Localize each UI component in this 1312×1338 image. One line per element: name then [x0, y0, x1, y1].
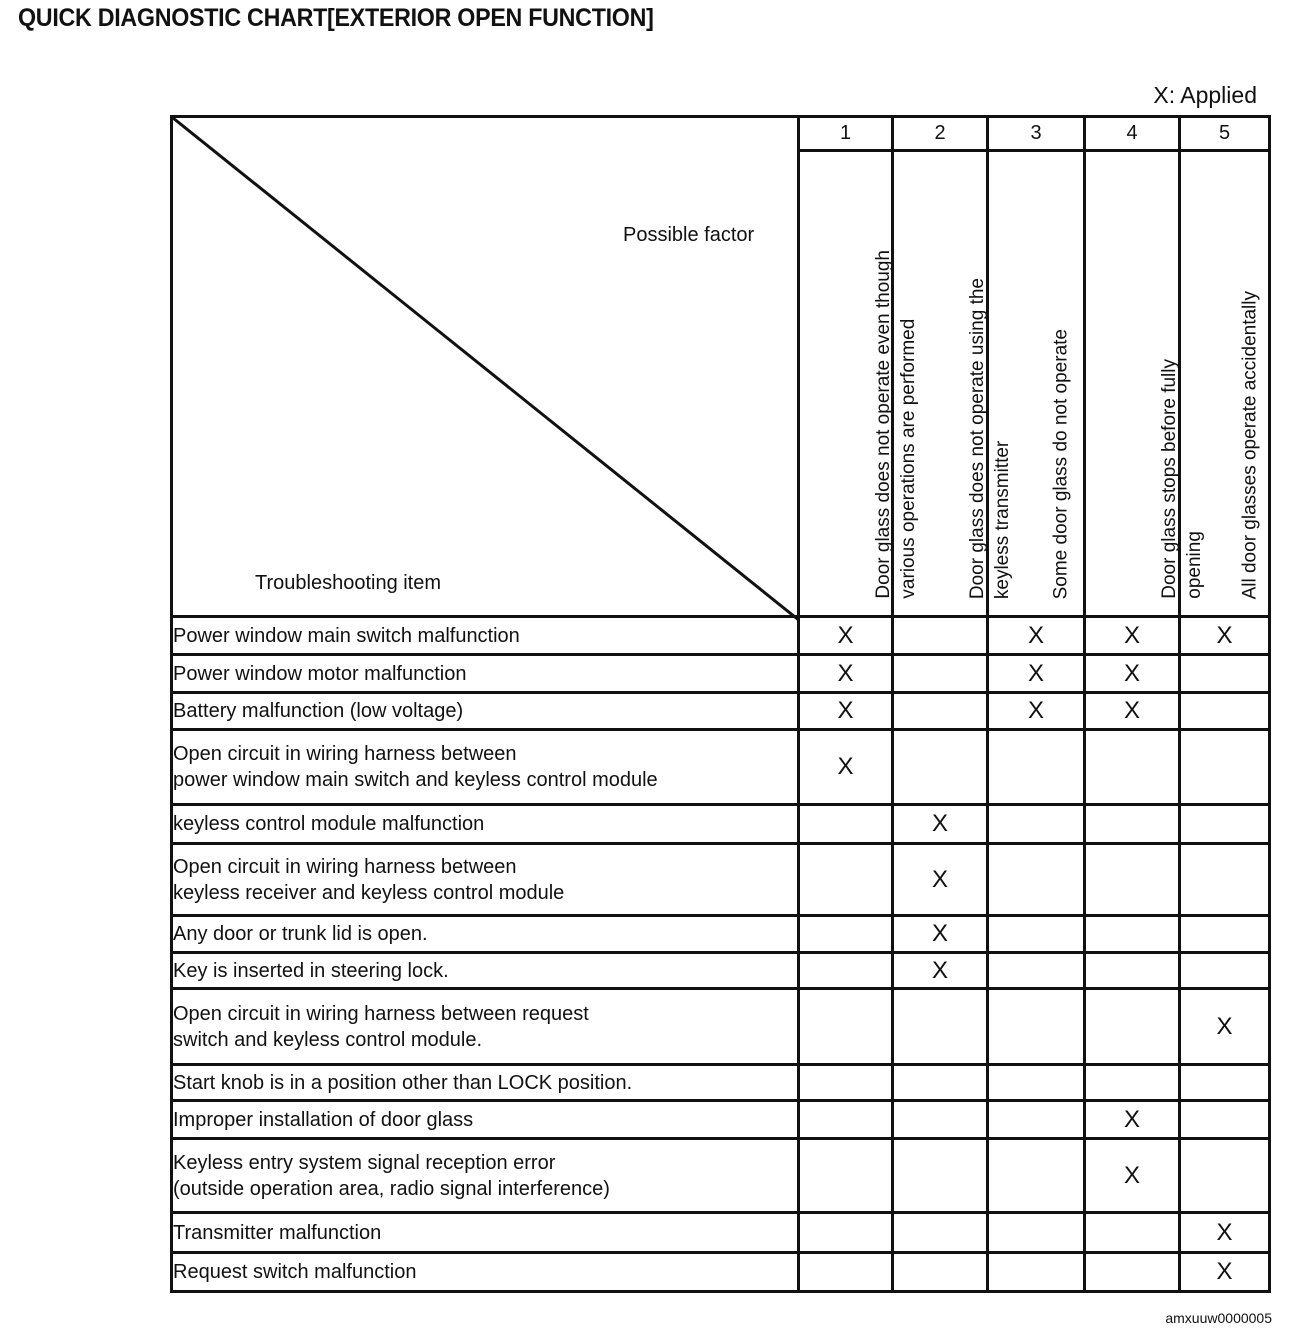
applied-mark-cell: [988, 916, 1085, 953]
table-row: [172, 730, 1270, 805]
column-header-1: [799, 151, 919, 617]
applied-mark-cell: [1085, 1253, 1180, 1292]
troubleshooting-item-label: Troubleshooting item: [255, 572, 442, 594]
applied-mark-cell: X: [1085, 655, 1180, 693]
applied-mark-cell: [893, 730, 988, 805]
column-number-2: 2: [893, 117, 988, 151]
column-number-row: [172, 117, 1270, 151]
troubleshooting-item: Battery malfunction (low voltage): [172, 693, 799, 730]
applied-mark-cell: [988, 1213, 1085, 1253]
column-header-2: [893, 151, 1013, 617]
troubleshooting-item: Improper installation of door glass: [172, 1101, 799, 1139]
applied-mark-cell: X: [1085, 1101, 1180, 1139]
applied-mark-cell: X: [988, 693, 1085, 730]
troubleshooting-item: Start knob is in a position other than LOCK position.: [172, 1065, 799, 1101]
applied-mark-cell: X: [799, 693, 893, 730]
troubleshooting-item: Power window motor malfunction: [172, 655, 799, 693]
applied-mark-cell: X: [893, 953, 988, 989]
column-number-5: 5: [1180, 117, 1270, 151]
applied-mark-cell: [1085, 989, 1180, 1065]
troubleshooting-item: Open circuit in wiring harness between power window main switch and keyless control module: [172, 730, 799, 805]
column-number-1: 1: [799, 117, 893, 151]
troubleshooting-item: keyless control module malfunction: [172, 805, 799, 844]
applied-mark-cell: [1180, 1065, 1270, 1101]
applied-mark-cell: X: [799, 655, 893, 693]
table-row: [172, 916, 1270, 953]
table-row: [172, 617, 1270, 655]
possible-factor-label: Possible factor: [623, 224, 755, 246]
applied-mark-cell: [988, 1101, 1085, 1139]
diagnostic-table: [170, 115, 1271, 1293]
applied-mark-cell: X: [1085, 617, 1180, 655]
chart-title: QUICK DIAGNOSTIC CHART[EXTERIOR OPEN FUNCTION]: [18, 4, 654, 32]
table-row: [172, 1101, 1270, 1139]
applied-mark-cell: [988, 1139, 1085, 1213]
applied-mark-cell: [988, 1253, 1085, 1292]
applied-mark-cell: [799, 1101, 893, 1139]
applied-mark-cell: [893, 1213, 988, 1253]
applied-mark-cell: [1085, 805, 1180, 844]
applied-mark-cell: X: [988, 617, 1085, 655]
applied-mark-cell: X: [1085, 693, 1180, 730]
applied-mark-cell: [1085, 953, 1180, 989]
column-header-5: [1180, 151, 1270, 617]
corner-header: [172, 117, 799, 617]
table-row: [172, 1065, 1270, 1101]
troubleshooting-item: Open circuit in wiring harness between request switch and keyless control module.: [172, 989, 799, 1065]
applied-mark-cell: [1180, 916, 1270, 953]
applied-mark-cell: [1180, 693, 1270, 730]
table-row: [172, 989, 1270, 1065]
applied-mark-cell: [988, 805, 1085, 844]
troubleshooting-item: Key is inserted in steering lock.: [172, 953, 799, 989]
applied-mark-cell: [1180, 655, 1270, 693]
column-label: Door glass stops before fully opening: [1159, 359, 1205, 599]
applied-mark-cell: [799, 805, 893, 844]
applied-mark-cell: X: [1085, 1139, 1180, 1213]
applied-mark-cell: [799, 989, 893, 1065]
applied-mark-cell: [799, 844, 893, 916]
applied-mark-cell: X: [799, 730, 893, 805]
applied-mark-cell: X: [893, 805, 988, 844]
column-number-4: 4: [1085, 117, 1180, 151]
column-label: All door glasses operate accidentally: [1239, 290, 1260, 599]
applied-mark-cell: X: [893, 844, 988, 916]
table-row: [172, 844, 1270, 916]
applied-mark-cell: [988, 989, 1085, 1065]
table-row: [172, 805, 1270, 844]
applied-mark-cell: [1085, 844, 1180, 916]
table-row: [172, 1253, 1270, 1292]
column-header-4: [1085, 151, 1205, 617]
troubleshooting-item: Power window main switch malfunction: [172, 617, 799, 655]
troubleshooting-item: Request switch malfunction: [172, 1253, 799, 1292]
applied-mark-cell: [988, 953, 1085, 989]
applied-mark-cell: X: [1180, 617, 1270, 655]
applied-mark-cell: [988, 1065, 1085, 1101]
applied-mark-cell: [799, 1253, 893, 1292]
legend-applied: X: Applied: [1153, 82, 1257, 108]
applied-mark-cell: X: [893, 916, 988, 953]
applied-mark-cell: [1085, 1213, 1180, 1253]
applied-mark-cell: [799, 953, 893, 989]
applied-mark-cell: [799, 916, 893, 953]
applied-mark-cell: [1180, 844, 1270, 916]
applied-mark-cell: X: [799, 617, 893, 655]
figure-code: amxuuw0000005: [1165, 1310, 1272, 1326]
applied-mark-cell: [893, 693, 988, 730]
applied-mark-cell: [893, 1139, 988, 1213]
applied-mark-cell: [893, 989, 988, 1065]
applied-mark-cell: [988, 844, 1085, 916]
applied-mark-cell: [893, 617, 988, 655]
column-label: Some door glass do not operate: [1050, 328, 1072, 599]
column-header-3: [988, 151, 1085, 617]
troubleshooting-item: Keyless entry system signal reception error (outside operation area, radio signal interference): [172, 1139, 799, 1213]
applied-mark-cell: [988, 730, 1085, 805]
troubleshooting-item: Transmitter malfunction: [172, 1213, 799, 1253]
applied-mark-cell: [1085, 730, 1180, 805]
column-label: Door glass does not operate using the keyless transmitter: [967, 277, 1013, 599]
applied-mark-cell: [893, 655, 988, 693]
applied-mark-cell: [799, 1065, 893, 1101]
applied-mark-cell: [1085, 916, 1180, 953]
table-row: [172, 655, 1270, 693]
applied-mark-cell: [893, 1065, 988, 1101]
table-body: [172, 617, 1270, 1292]
applied-mark-cell: X: [988, 655, 1085, 693]
applied-mark-cell: [799, 1213, 893, 1253]
applied-mark-cell: X: [1180, 1253, 1270, 1292]
table-row: [172, 693, 1270, 730]
applied-mark-cell: [893, 1101, 988, 1139]
column-number-3: 3: [988, 117, 1085, 151]
applied-mark-cell: X: [1180, 989, 1270, 1065]
diagonal-divider: [173, 118, 800, 621]
table-row: [172, 953, 1270, 989]
applied-mark-cell: [1180, 805, 1270, 844]
applied-mark-cell: [1180, 1101, 1270, 1139]
table-row: [172, 1139, 1270, 1213]
applied-mark-cell: [1180, 1139, 1270, 1213]
column-label: Door glass does not operate even though various operations are performed: [872, 250, 919, 599]
table-row: [172, 1213, 1270, 1253]
applied-mark-cell: [1180, 730, 1270, 805]
applied-mark-cell: [1085, 1065, 1180, 1101]
troubleshooting-item: Open circuit in wiring harness between keyless receiver and keyless control module: [172, 844, 799, 916]
applied-mark-cell: [893, 1253, 988, 1292]
applied-mark-cell: X: [1180, 1213, 1270, 1253]
applied-mark-cell: [799, 1139, 893, 1213]
troubleshooting-item: Any door or trunk lid is open.: [172, 916, 799, 953]
applied-mark-cell: [1180, 953, 1270, 989]
